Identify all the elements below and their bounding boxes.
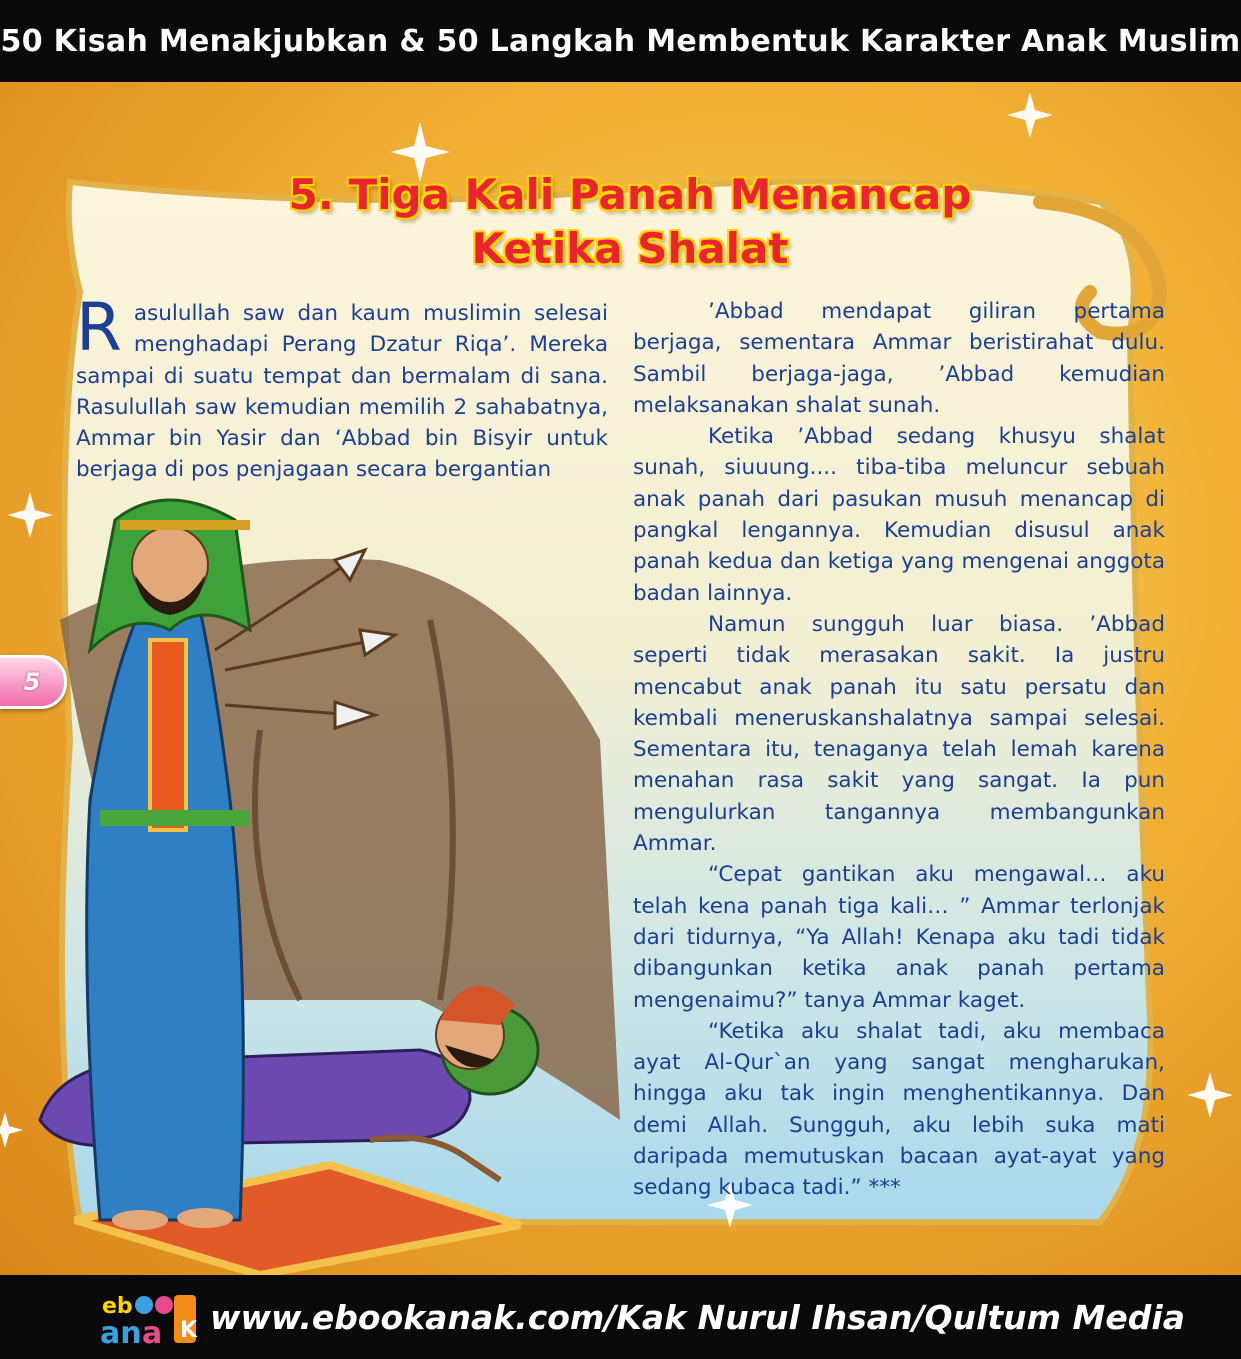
- story-title: [230, 168, 1030, 276]
- story-title-line-1: 5. Tiga Kali Panah Menancap: [288, 170, 972, 219]
- svg-text:K: K: [180, 1318, 198, 1343]
- paragraph: ’Abbad mendapat giliran pertama berjaga, sementara Ammar beristirahat dulu. Sambil berjaga-jaga, ’Abbad kemudian melaksanakan shalat sunah.: [633, 299, 1165, 418]
- drop-cap: R: [76, 289, 122, 366]
- paragraph: “Cepat gantikan aku mengawal… aku telah kena panah tiga kali… ” Ammar terlonjak dari tidurnya, “Ya Allah! Kenapa aku tadi tidak dibangunkan ketika anak panah pertama mengenaimu?” tanya Ammar kaget.: [633, 862, 1165, 1013]
- header-bar: [0, 0, 1241, 82]
- praying-man-figure: [87, 500, 250, 1230]
- page-number-badge: [0, 655, 67, 709]
- svg-text:an: an: [100, 1316, 142, 1347]
- left-paragraph: asulullah saw dan kaum muslimin selesai menghadapi Perang Dzatur Riqa’. Mereka sampai di suatu tempat dan bermalam di sana. Rasulullah saw kemudian memilih 2 sahabatnya, Ammar bin Yasir dan ‘Abbad bin Bisyir untuk berjaga di pos penjagaan secara bergantian: [76, 301, 608, 483]
- page-number: 5: [23, 668, 41, 696]
- ebookanak-logo: [96, 1287, 206, 1347]
- svg-text:a: a: [142, 1316, 163, 1347]
- story-title-line-2: Ketika Shalat: [471, 224, 789, 273]
- footer-credit: www.ebookanak.com/Kak Nurul Ihsan/Qultum Media: [210, 1297, 1185, 1337]
- paragraph: Ketika ’Abbad sedang khusyu shalat sunah, siuuung.... tiba-tiba meluncur sebuah anak panah dari pasukan musuh menancap di pangkal lengannya. Kemudian disusul anak panah kedua dan ketiga yang mengenai anggota badan lainnya.: [633, 424, 1165, 606]
- story-illustration: [0, 480, 640, 1275]
- right-column: [633, 296, 1165, 1204]
- paragraph: Namun sungguh luar biasa. ’Abbad seperti tidak merasakan sakit. Ia justru mencabut anak panah itu satu persatu dan kembali meneruskanshalatnya sampai selesai. Sementara itu, tenaganya telah lemah karena menahan rasa sakit yang sangat. Ia pun mengulurkan tangannya membangunkan Ammar.: [633, 611, 1165, 857]
- paragraph: “Ketika aku shalat tadi, aku membaca ayat Al-Qur`an yang sangat mengharukan, hingga aku tak ingin menghentikannya. Dan demi Allah. Sungguh, aku lebih suka mati daripada memutuskan bacaan ayat-ayat yang sedang kubaca tadi.” ***: [633, 1018, 1165, 1201]
- left-column: [76, 289, 608, 486]
- book-title: 50 Kisah Menakjubkan & 50 Langkah Membentuk Karakter Anak Muslim: [0, 23, 1241, 59]
- sparkle-icon: [1187, 1072, 1233, 1118]
- svg-text:eb: eb: [102, 1294, 133, 1319]
- sparkle-icon: [1007, 92, 1053, 138]
